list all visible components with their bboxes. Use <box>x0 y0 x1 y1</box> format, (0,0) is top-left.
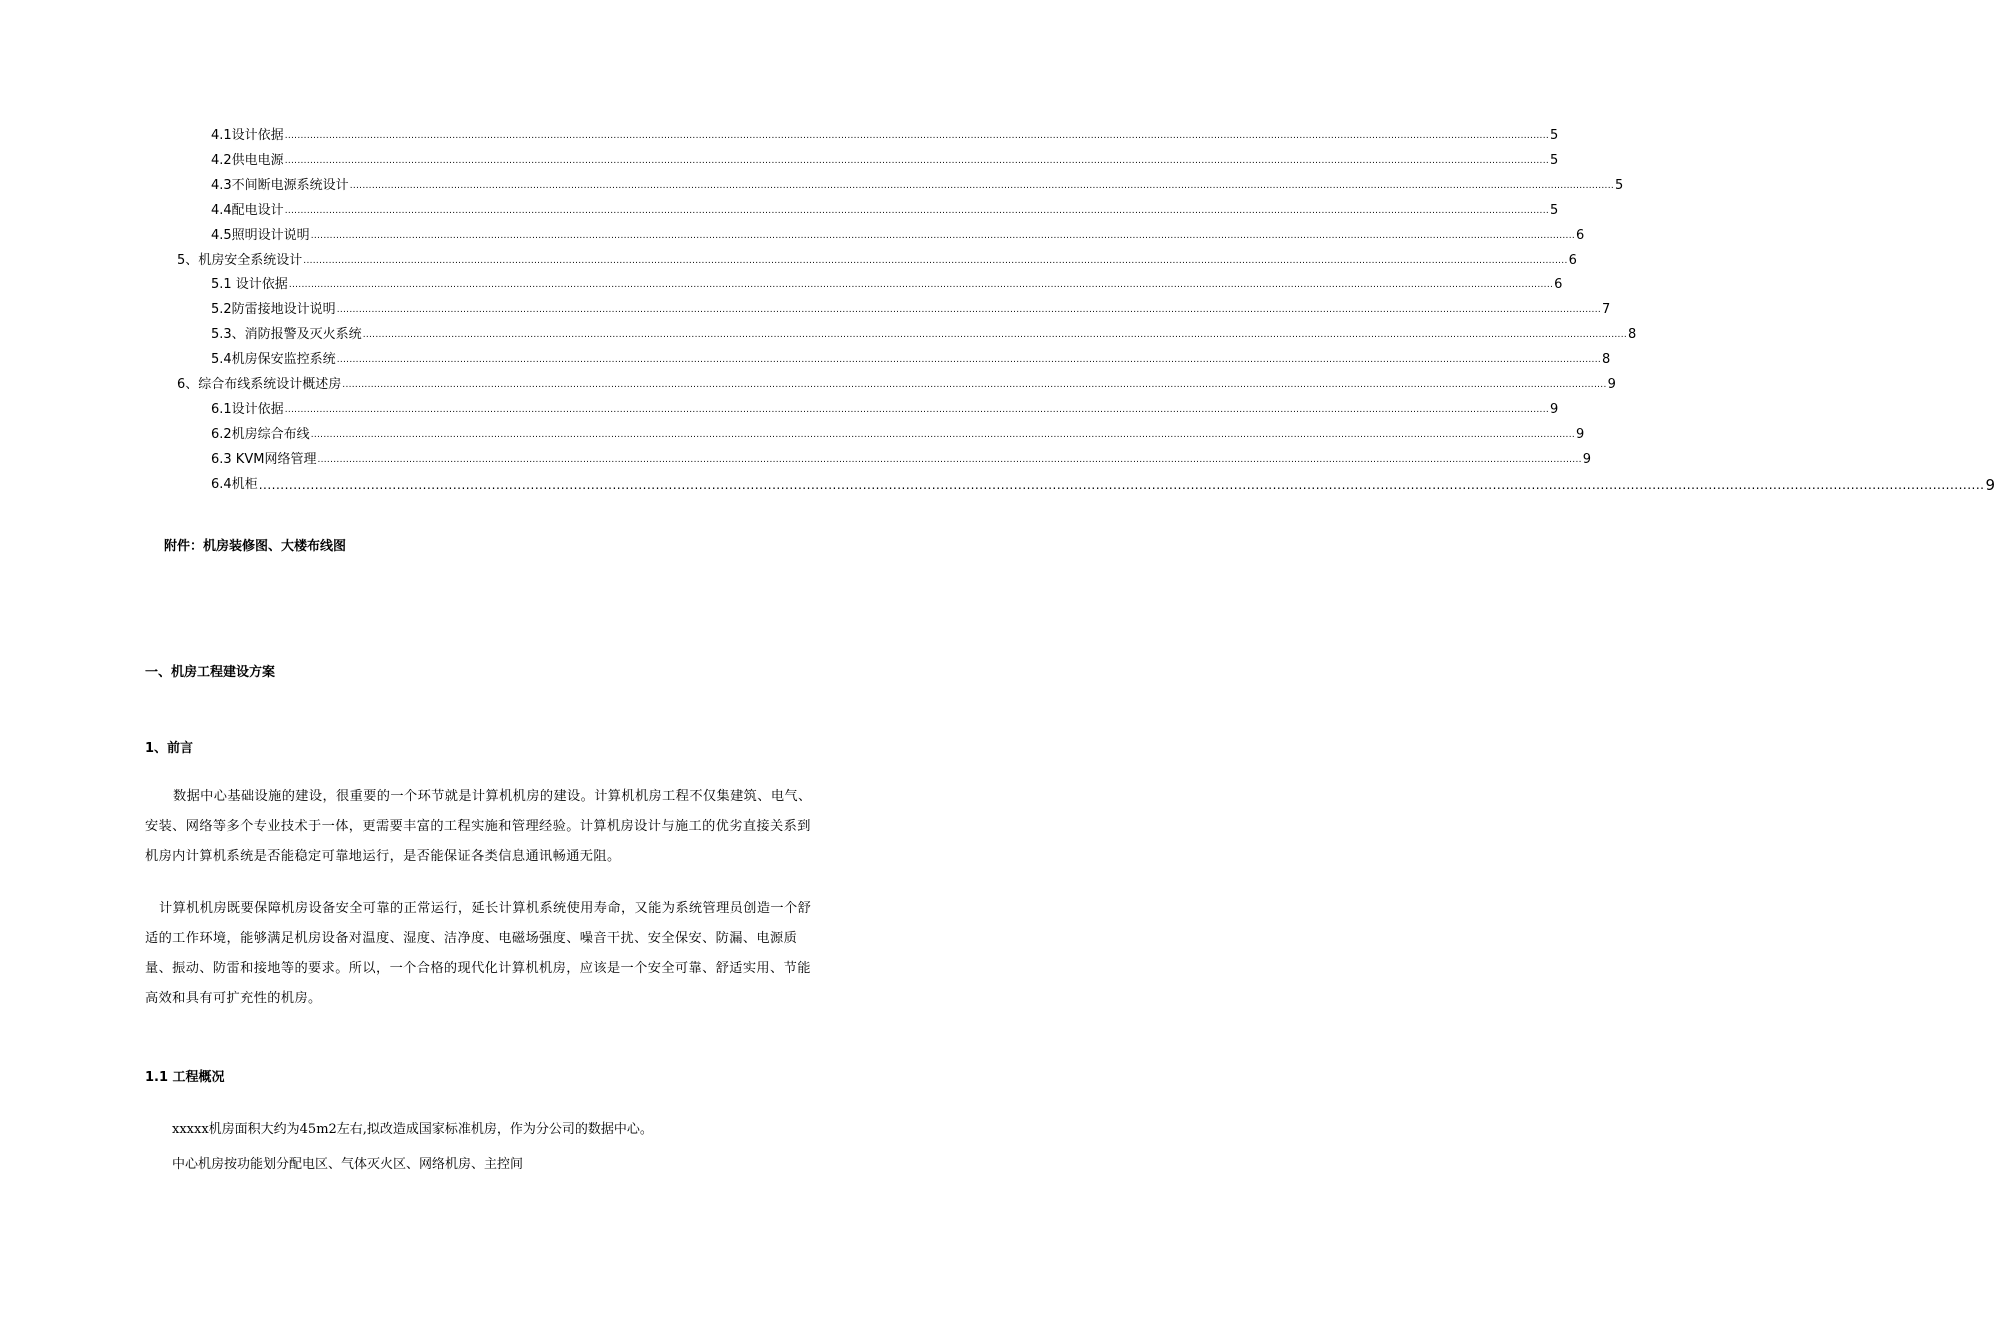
toc-entry-page: 6 <box>1554 277 1563 293</box>
toc-entry[interactable] <box>211 126 1559 146</box>
overview-line-2: 中心机房按功能划分配电区、气体灭火区、网络机房、主控间 <box>172 1157 524 1172</box>
toc-entry-page: 9 <box>1607 377 1616 392</box>
toc-entry[interactable] <box>211 226 1585 246</box>
toc-entry-page: 5 <box>1550 152 1559 168</box>
toc-entry[interactable] <box>211 400 1559 420</box>
toc-entry[interactable] <box>211 450 1592 470</box>
toc-leader-dots: ................................................................................................................................................................................................................................................................................................................................................................................................................ <box>284 131 1550 141</box>
toc-leader-dots: ................................................................................................................................................................................................................................................................................................................................................................................................................ <box>342 380 1607 390</box>
toc-entry-page: 7 <box>1602 302 1611 318</box>
toc-entry[interactable] <box>211 425 1585 445</box>
toc-entry-label: 6、综合布线系统设计概述房 <box>177 377 342 392</box>
toc-leader-dots: ................................................................................................................................................................................................................................................................................................................................................................................................................ <box>310 230 1576 241</box>
toc-entry[interactable] <box>211 475 1995 495</box>
toc-entry-label: 4.2供电电源 <box>211 152 284 168</box>
subsection-heading-overview: 1.1 工程概况 <box>145 1070 225 1085</box>
overview-line-1: xxxxx机房面积大约为45m2左右,拟改造成国家标准机房，作为分公司的数据中心。 <box>172 1122 653 1137</box>
toc-entry-label: 6.3 KVM网络管理 <box>211 451 317 467</box>
toc-entry-label: 6.1设计依据 <box>211 401 284 417</box>
toc-leader-dots: ................................................................................................................................................................................................................................................................................................................................................................................................................ <box>284 155 1550 166</box>
toc-entry-label: 5.1 设计依据 <box>211 277 288 293</box>
preface-paragraph-2: 计算机机房既要保障机房设备安全可靠的正常运行，延长计算机系统使用寿命，又能为系统管理员创造一个舒适的工作环境，能够满足机房设备对温度、湿度、洁净度、电磁场强度、噪音干扰、安全保安、防漏、电源质量、振动、防雷和接地等的要求。所以，一个合格的现代化计算机机房，应该是一个安全可靠、舒适实用、节能高效和具有可扩充性的机房。 <box>145 901 812 1006</box>
toc-entry-label: 4.3不间断电源系统设计 <box>211 177 349 193</box>
toc-entry-page: 5 <box>1550 202 1559 218</box>
toc-entry[interactable] <box>211 201 1559 221</box>
toc-entry[interactable] <box>211 325 1637 345</box>
toc-entry[interactable] <box>211 275 1563 295</box>
toc-entry-label: 4.5照明设计说明 <box>211 227 310 243</box>
toc-entry[interactable] <box>211 300 1611 320</box>
toc-entry[interactable] <box>211 151 1559 171</box>
subsection-heading-preface: 1、前言 <box>145 741 194 756</box>
toc-entry-label: 5.2防雷接地设计说明 <box>211 302 336 318</box>
toc-leader-dots: ................................................................................................................................................................................................................................................................................................................................................................................................................ <box>317 454 1582 465</box>
toc-entry-page: 9 <box>1550 401 1559 417</box>
toc-entry-label: 6.2机房综合布线 <box>211 426 310 442</box>
toc-entry-label: 4.1设计依据 <box>211 128 284 143</box>
toc-leader-dots: ................................................................................................................................................................................................................................................................................................................................................................................................................ <box>349 180 1615 191</box>
toc-entry-page: 9 <box>1582 451 1592 467</box>
toc-entry-label: 5.3、消防报警及灭火系统 <box>211 327 362 343</box>
section-heading: 一、机房工程建设方案 <box>145 665 276 680</box>
toc-entry-label: 5、机房安全系统设计 <box>177 252 303 268</box>
toc-entry-page: 8 <box>1628 327 1637 343</box>
toc-entry[interactable] <box>211 350 1611 370</box>
toc-leader-dots: ................................................................................................................................................................................................................................................................................................................................................................................................................ <box>258 477 1985 492</box>
toc-entry-label: 5.4机房保安监控系统 <box>211 352 336 368</box>
toc-entry[interactable] <box>177 375 1616 395</box>
toc-entry[interactable] <box>177 251 1577 271</box>
toc-entry-page: 6 <box>1568 252 1577 268</box>
toc-entry-page: 9 <box>1985 475 1995 494</box>
toc-leader-dots: ................................................................................................................................................................................................................................................................................................................................................................................................................ <box>284 404 1550 415</box>
toc-entry-page: 5 <box>1550 128 1559 143</box>
toc-entry[interactable] <box>211 176 1624 196</box>
toc-entry-page: 6 <box>1576 227 1585 243</box>
annex-note: 附件：机房装修图、大楼布线图 <box>164 539 347 554</box>
toc-entry-label: 4.4配电设计 <box>211 202 284 218</box>
toc-leader-dots: ................................................................................................................................................................................................................................................................................................................................................................................................................ <box>310 429 1576 440</box>
preface-paragraph-1: 数据中心基础设施的建设，很重要的一个环节就是计算机机房的建设。计算机机房工程不仅集建筑、电气、安装、网络等多个专业技术于一体，更需要丰富的工程实施和管理经验。计算机房设计与施工的优劣直接关系到机房内计算机系统是否能稳定可靠地运行，是否能保证各类信息通讯畅通无阻。 <box>145 789 812 864</box>
toc-leader-dots: ................................................................................................................................................................................................................................................................................................................................................................................................................ <box>303 255 1568 266</box>
toc-leader-dots: ................................................................................................................................................................................................................................................................................................................................................................................................................ <box>362 330 1628 341</box>
toc-entry-page: 5 <box>1615 177 1624 193</box>
toc-leader-dots: ................................................................................................................................................................................................................................................................................................................................................................................................................ <box>336 355 1602 366</box>
toc-entry-label: 6.4机柜 <box>211 476 258 492</box>
toc-entry-page: 9 <box>1576 426 1585 442</box>
toc-leader-dots: ................................................................................................................................................................................................................................................................................................................................................................................................................ <box>336 305 1602 316</box>
toc-entry-page: 8 <box>1602 352 1611 368</box>
toc-leader-dots: ................................................................................................................................................................................................................................................................................................................................................................................................................ <box>288 280 1554 291</box>
toc-leader-dots: ................................................................................................................................................................................................................................................................................................................................................................................................................ <box>284 205 1550 216</box>
